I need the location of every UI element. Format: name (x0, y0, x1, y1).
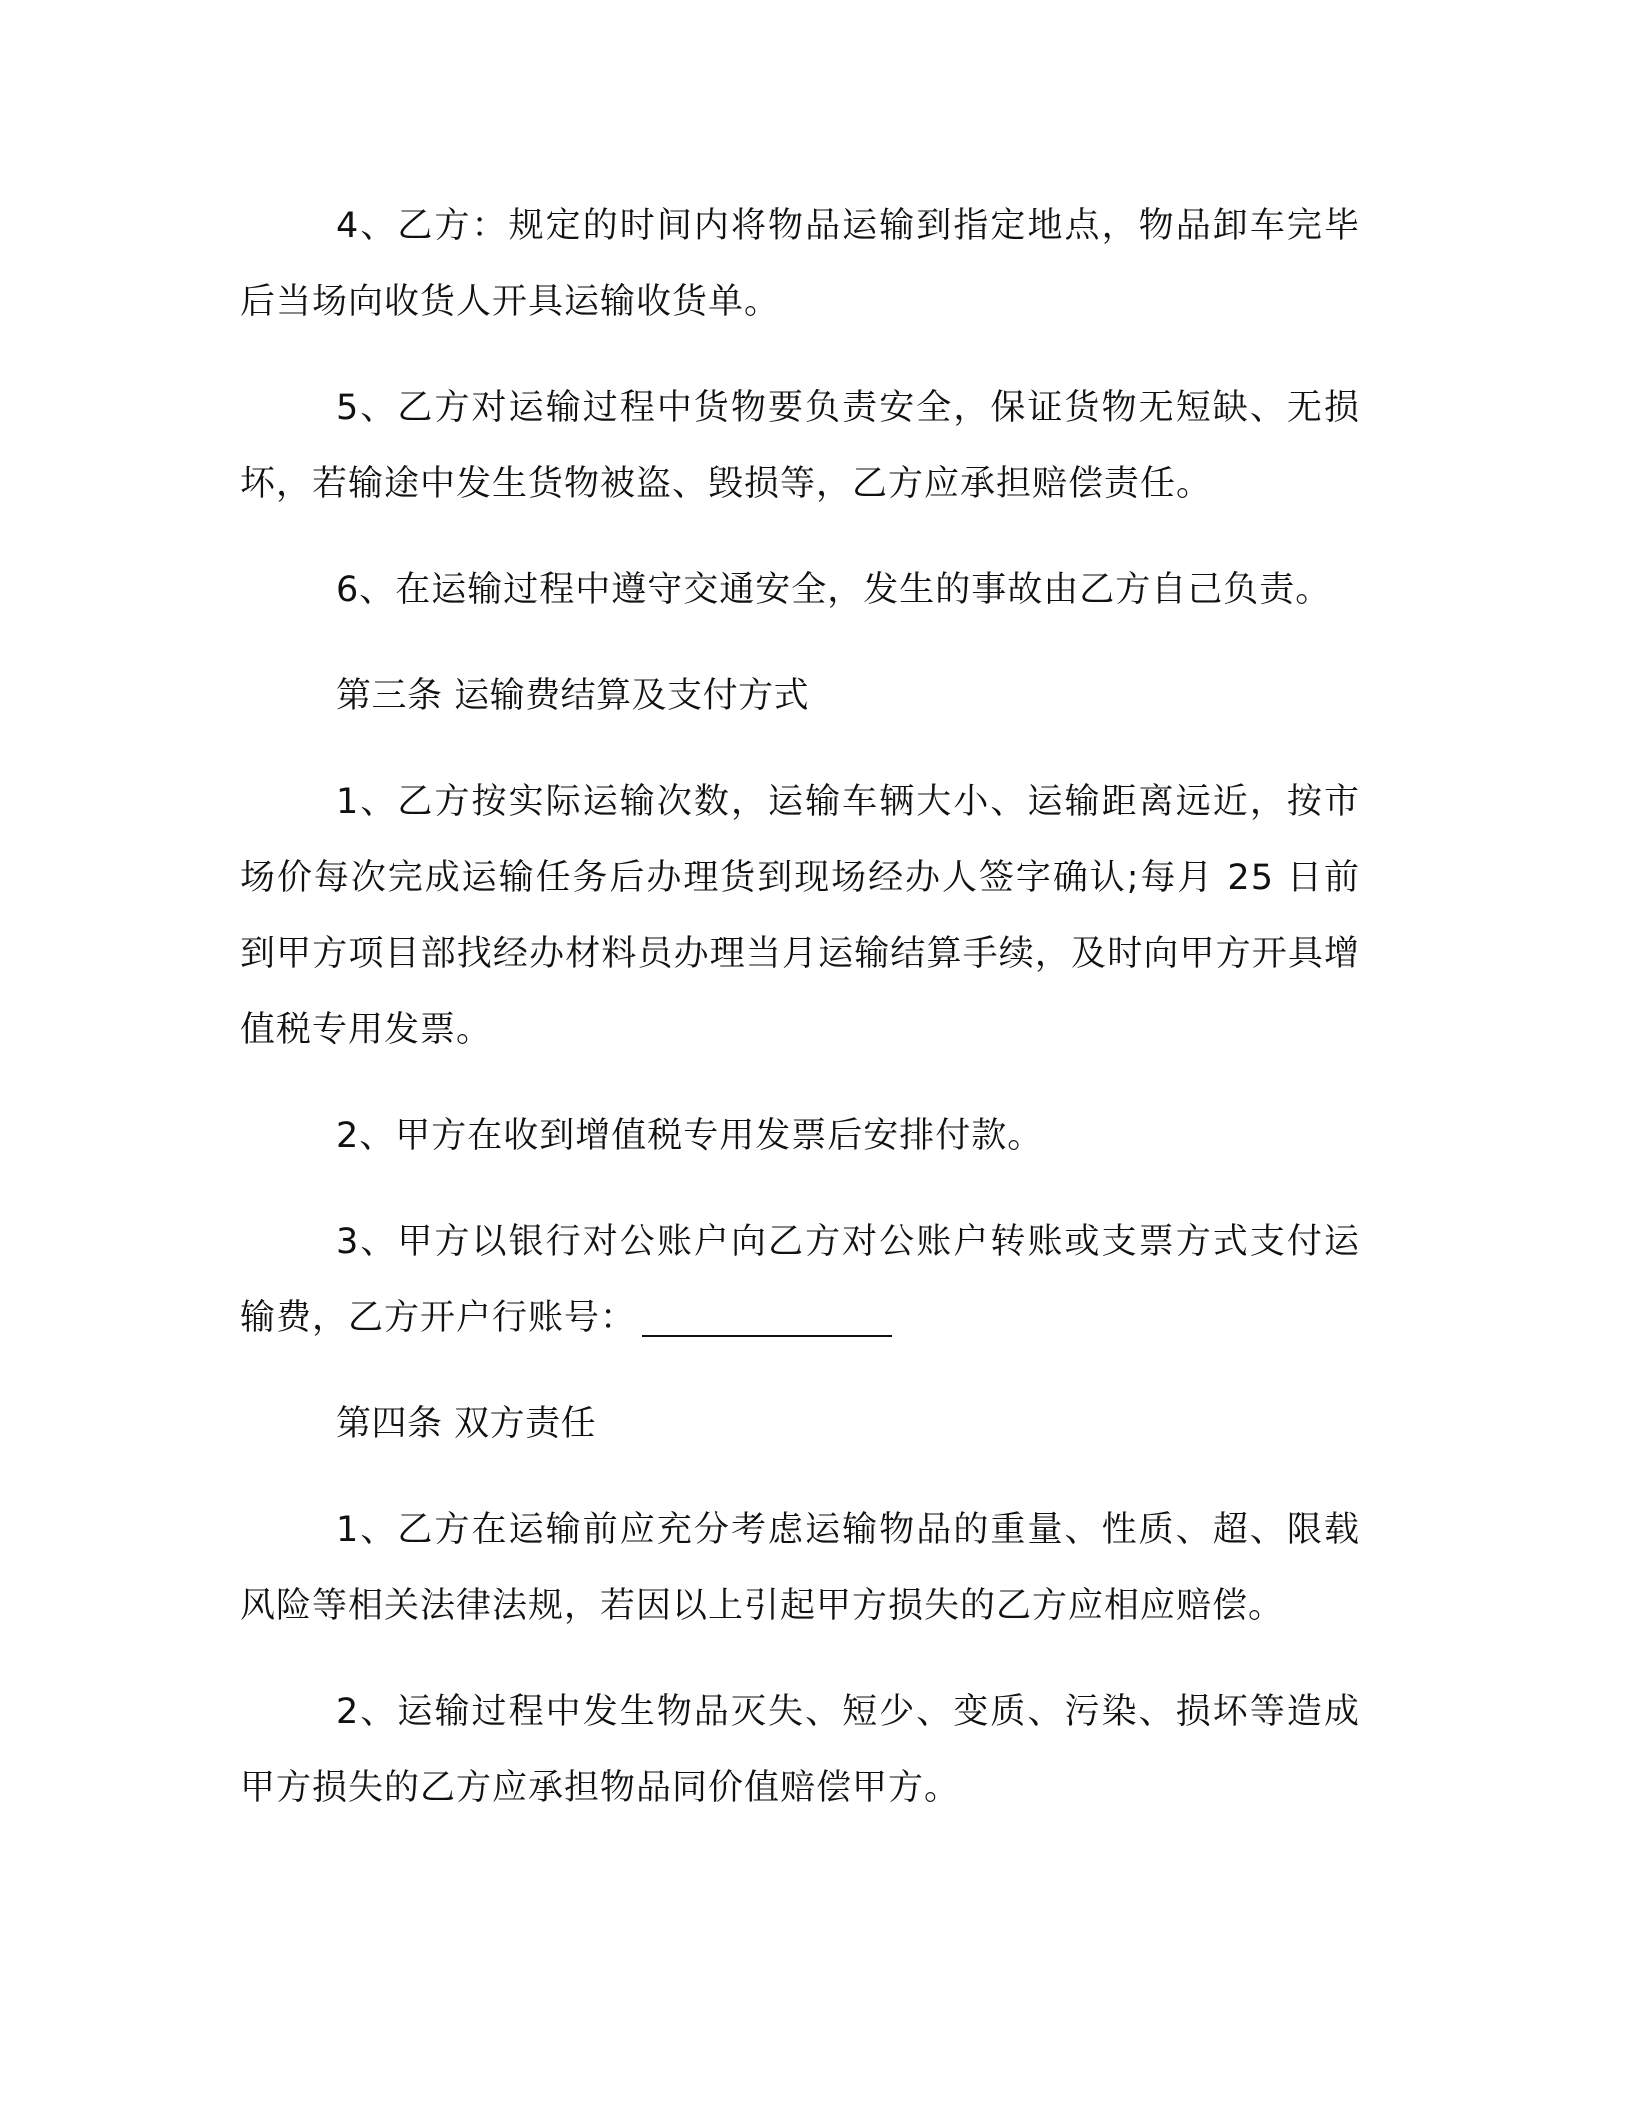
account-number-blank-line (642, 1299, 892, 1337)
article-3-paragraph-1: 1、乙方按实际运输次数，运输车辆大小、运输距离远近，按市场价每次完成运输任务后办理货到现场经办人签字确认;每月 25 日前到甲方项目部找经办材料员办理当月运输结算手续，及时向甲方开具增值税专用发票。 (240, 782, 1360, 1050)
article-4-heading: 第四条 双方责任 (336, 1404, 597, 1444)
clause-paragraph-6: 6、在运输过程中遵守交通安全，发生的事故由乙方自己负责。 (336, 570, 1332, 610)
clause-paragraph-5: 5、乙方对运输过程中货物要负责安全，保证货物无短缺、无损坏，若输途中发生货物被盗、毁损等，乙方应承担赔偿责任。 (240, 388, 1360, 504)
article-4-paragraph-1: 1、乙方在运输前应充分考虑运输物品的重量、性质、超、限载风险等相关法律法规，若因以上引起甲方损失的乙方应相应赔偿。 (240, 1510, 1360, 1626)
article-3-paragraph-3 (240, 1204, 1360, 1356)
document-body (240, 188, 1360, 1856)
account-number-label: 3、甲方以银行对公账户向乙方对公账户转账或支票方式支付运输费，乙方开户行账号： (240, 1222, 1360, 1338)
clause-paragraph-4: 4、乙方：规定的时间内将物品运输到指定地点，物品卸车完毕后当场向收货人开具运输收货单。 (240, 206, 1360, 322)
article-4-paragraph-2: 2、运输过程中发生物品灭失、短少、变质、污染、损坏等造成甲方损失的乙方应承担物品同价值赔偿甲方。 (240, 1692, 1360, 1808)
article-3-paragraph-2: 2、甲方在收到增值税专用发票后安排付款。 (336, 1116, 1044, 1156)
article-3-heading: 第三条 运输费结算及支付方式 (336, 676, 810, 716)
